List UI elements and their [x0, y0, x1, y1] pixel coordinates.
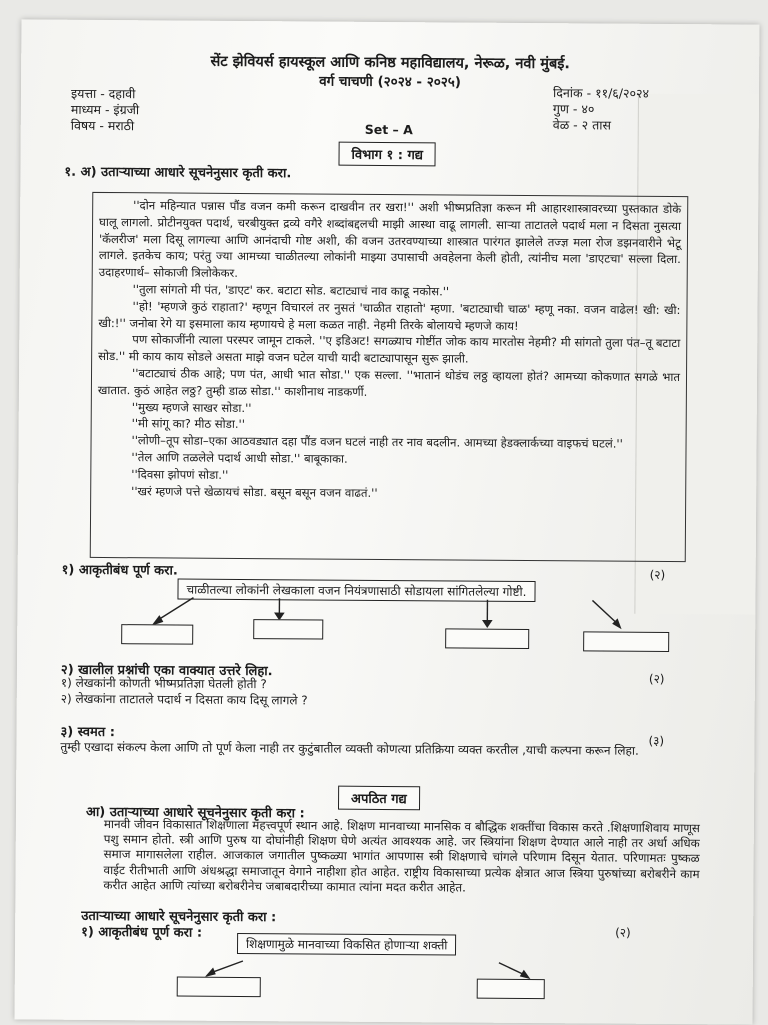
section2-heading: आ) उताऱ्याच्या आधारे सूचनेनुसार कृती करा :	[86, 802, 305, 822]
marks-info: गुण - ४०	[553, 101, 649, 118]
passage-para: ''तुला सांगतो मी पंत, 'डाएट' कर. बटाटा सोड. बटाट्याचं नाव काढू नकोस.''	[99, 281, 681, 302]
section2-title: अपठित गद्य	[338, 786, 420, 811]
q2-marks: (२)	[649, 670, 665, 687]
concept-box-q1: चाळीतल्या लोकांनी लेखकाला वजन नियंत्रणासाठी सोडायला सांगितलेल्या गोष्टी.	[177, 579, 535, 602]
set-label: Set – A	[365, 122, 413, 138]
q2-item: २) लेखकांना ताटातले पदार्थ न दिसता काय दिसू लागले ?	[61, 692, 308, 709]
subject-info: विषय - मराठी	[71, 118, 139, 134]
unseen-passage: मानवी जीवन विकासात शिक्षणाला महत्त्वपूर्ण स्थान आहे. शिक्षण मानवाच्या मानसिक व बौद्धिक शक्तींचा विकास करते .शिक्षणाशिवाय माणूस पशु समान होतो. स्त्री आणि पुरुष या दोघांनीही शिक्षण घेणे अत्यंत आवश्यक आहे. जर स्त्रियांना शिक्षण देण्यात आले नाही तर अर्धा अधिक समाज मागासलेला राहील. आजकाल जगातील पुष्कळ्या भागांत आपणास स्त्री शिक्षणाचे चांगले परिणाम दिसून येतात. परिणामतः पुष्कळ वाईट रीतीभाती आणि अंधश्रद्धा समाजातून वेगाने नाहीशा होत आहेत. राष्ट्रीय विकासाच्या प्रत्येक क्षेत्रात आज स्त्रिया पुरुषांच्या बरोबरीने काम करीत आहेत आणि त्यांच्या बरोबरीनेच जबाबदारीच्या कामात त्यांना मदत करीत आहेत.	[103, 817, 700, 897]
concept-box-q2: शिक्षणामुळे मानवाच्या विकसित होणाऱ्या शक्ती	[237, 933, 457, 956]
passage-para: ''मुख्य म्हणजे साखर सोडा.''	[98, 399, 680, 420]
q3-text: तुम्ही एखादा संकल्प केला आणि तो पूर्ण केला नाही तर कुटुंबातील व्यक्ती कोणत्या प्रतिक्रिया व्यक्त करतील ,याची कल्पना करून लिहा.	[60, 740, 680, 760]
q1-label: १) आकृतीबंध पूर्ण करा.	[62, 560, 178, 579]
passage-para: ''मी सांगू का? मीठ सोडा.''	[98, 415, 680, 436]
passage-para: ''लोणी–तूप सोडा–एका आठवड्यात दहा पौंड वजन घटलं नाही तर नाव बदलीन. आमच्या हेडक्लार्कच्या वाइफचं घटलं.''	[98, 432, 680, 453]
time-info: वेळ - २ तास	[553, 117, 649, 134]
answer-blank[interactable]	[583, 631, 669, 652]
exam-paper	[15, 19, 760, 1024]
answer-blank[interactable]	[477, 979, 545, 999]
passage-para: पण सोकाजींनी त्याला परस्पर जामून टाकले. ''ए इडिअट! सगळ्याच गोष्टींत जोक काय मारतोस नेहमी? मी सांगतो तुला पंत–तू बटाटा सोड.'' मी काय काय सोडले असता माझे वजन घटेल याची यादी बटाट्यापासून सुरू झाली.	[98, 331, 680, 369]
passage-para: ''बटाट्याचं ठीक आहे; पण पंत, आधी भात सोडा.'' एक सल्ला. ''भातानं थोडंच लठ्ठ व्हायला होतं? आमच्या कोकणात सगळे भात खातात. कुठं आहेत लठ्ठ? तुम्ही डाळ सोडा.'' काशीनाथ नाडकर्णी.	[98, 365, 680, 403]
q3-marks: (३)	[648, 732, 664, 749]
passage-para: ''दिवसा झोपणं सोडा.''	[97, 466, 679, 487]
date-info: दिनांक - ११/६/२०२४	[553, 85, 649, 102]
q2-item: १) लेखकांनी कोणती भीष्मप्रतिज्ञा घेतली होती ?	[61, 676, 267, 693]
section1-title: विभाग १ : गद्य	[338, 142, 436, 167]
answer-blank[interactable]	[121, 624, 193, 645]
school-name: सेंट झेवियर्स हायस्कूल आणि कनिष्ठ महाविद्यालय, नेरूळ, नवी मुंबई.	[21, 49, 759, 74]
answer-blank[interactable]	[445, 628, 529, 649]
class-info: इयत्ता - दहावी	[71, 86, 139, 102]
answer-blank[interactable]	[177, 977, 261, 998]
passage-para: ''दोन महिन्यात पन्नास पौंड वजन कमी करून दाखवीन तर खरा!'' अशी भीष्मप्रतिज्ञा करून मी आहारशास्त्रावरच्या पुस्तकात डोके घालू लागलो. प्रोटीनयुक्त पदार्थ, चरबीयुक्त द्रव्ये वगैरे शब्दांबद्दलची माझी आस्था वाढू लागली. साऱ्या ताटातले पदार्थ मला न दिसता नुसत्या 'कॅलरीज' मला दिसू लागल्या आणि आनंदाची गोष्ट अशी, की वजन उतरवण्याच्या शास्त्रात पारंगत झालेले तज्ज्ञ मला रोज डझनवारीने भेटू लागले. इतकेच काय; परंतु ज्या आमच्या चाळीतल्या लोकांनी माझ्या उपासाची अवहेलना केली होती, त्यांनीच मला 'डाएटचा' सल्ला दिला. उदाहरणार्थ– सोकाजी त्रिलोकेकर.	[99, 197, 682, 285]
passage-para: ''तेल आणि तळलेले पदार्थ आधी सोडा.'' बाबूकाका.	[97, 449, 679, 470]
q2-label: २) खालील प्रश्नांची एका वाक्यात उत्तरे लिहा.	[61, 660, 273, 679]
q1-marks: (२)	[650, 566, 666, 583]
passage-para: ''हो! 'म्हणजे कुठं राहाता?' म्हणून विचारलं तर नुसतं 'चाळीत राहातो' म्हणा. 'बटाट्याची चाळ' म्हणू नका. वजन वाढेल! खी: खी: खी:!'' जनोबा रेगे या इसमाला काय म्हणायचे हे मला कळत नाही. नेहमी तिरके बोलायचे म्हणजे काय!	[98, 298, 680, 336]
medium-info: माध्यम - इंग्रजी	[71, 102, 139, 118]
section2-instruction: उताऱ्याच्या आधारे सूचनेनुसार कृती करा :	[81, 906, 276, 925]
q1-heading: १. अ) उताऱ्याच्या आधारे सूचनेनुसार कृती करा.	[64, 162, 291, 182]
exam-title: वर्ग चाचणी (२०२४ - २०२५)	[21, 69, 759, 92]
answer-blank[interactable]	[253, 619, 323, 639]
section2-q1-marks: (२)	[615, 924, 631, 941]
q3-label: ३) स्वमत :	[60, 722, 115, 740]
section2-q1-label: १) आकृतीबंध पूर्ण करा :	[81, 922, 202, 941]
passage-para: ''खरं म्हणजे पत्ते खेळायचं सोडा. बसून बसून वजन वाढतं.''	[97, 483, 679, 504]
